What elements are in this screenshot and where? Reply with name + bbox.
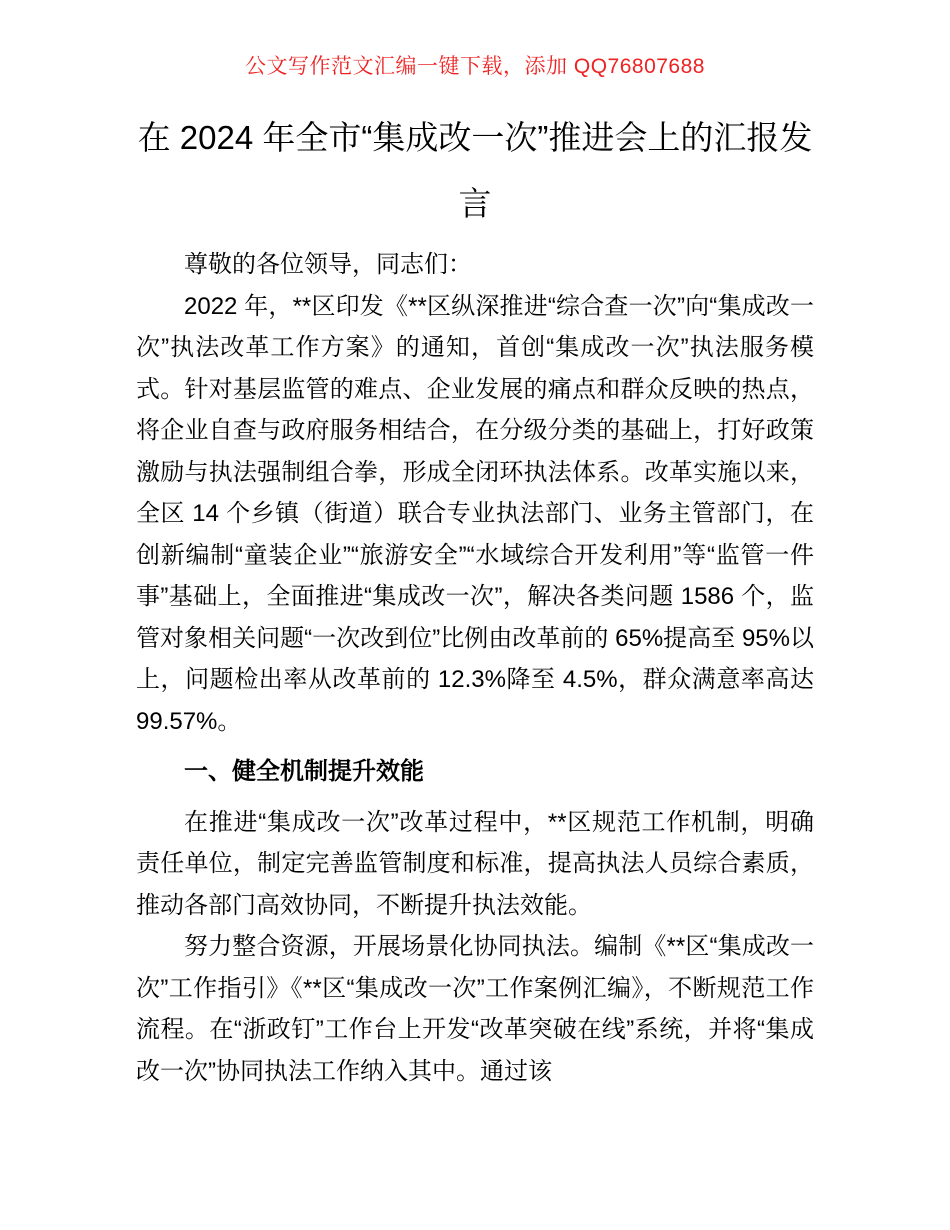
document-title: 在 2024 年全市“集成改一次”推进会上的汇报发言 xyxy=(137,119,813,222)
promo-banner: 公文写作范文汇编一键下载，添加 QQ76807688 xyxy=(245,55,705,78)
section-heading: 一、健全机制提升效能 xyxy=(184,758,424,785)
paragraph: 2022 年，**区印发《**区纵深推进“综合查一次”向“集成改一次”执法改革工作方案》的通知，首创“集成改一次”执法服务模式。针对基层监管的难点、企业发展的痛点和群众反映的热点，将企业自查与政府服务相结合，在分级分类的基础上，打好政策激励与执法强制组合拳，形成全闭环执法体系。改革实施以来，全区 14 个乡镇（街道）联合专业执法部门、业务主管部门，在创新编制“童装企业”“旅游安全”“水域综合开发利用”等“监管一件事”基础上，全面推进“集成改一次”，解决各类问题 1586 个，监管对象相关问题“一次改到位”比例由改革前的 65%提高至 95%以上，问题检出率从改革前的 12.3%降至 4.5%，群众满意率高达 99.57%。 xyxy=(136,292,814,735)
paragraph: 在推进“集成改一次”改革过程中，**区规范工作机制，明确责任单位，制定完善监管制度和标准，提高执法人员综合素质，推动各部门高效协同，不断提升执法效能。 xyxy=(136,808,814,919)
document-body xyxy=(136,244,814,1092)
paragraph: 努力整合资源，开展场景化协同执法。编制《**区“集成改一次”工作指引》《**区“集成改一次”工作案例汇编》，不断规范工作流程。在“浙政钉”工作台上开发“改革突破在线”系统，并将“集成改一次”协同执法工作纳入其中。通过该 xyxy=(136,933,814,1085)
paragraph: 尊敬的各位领导，同志们： xyxy=(184,251,472,278)
